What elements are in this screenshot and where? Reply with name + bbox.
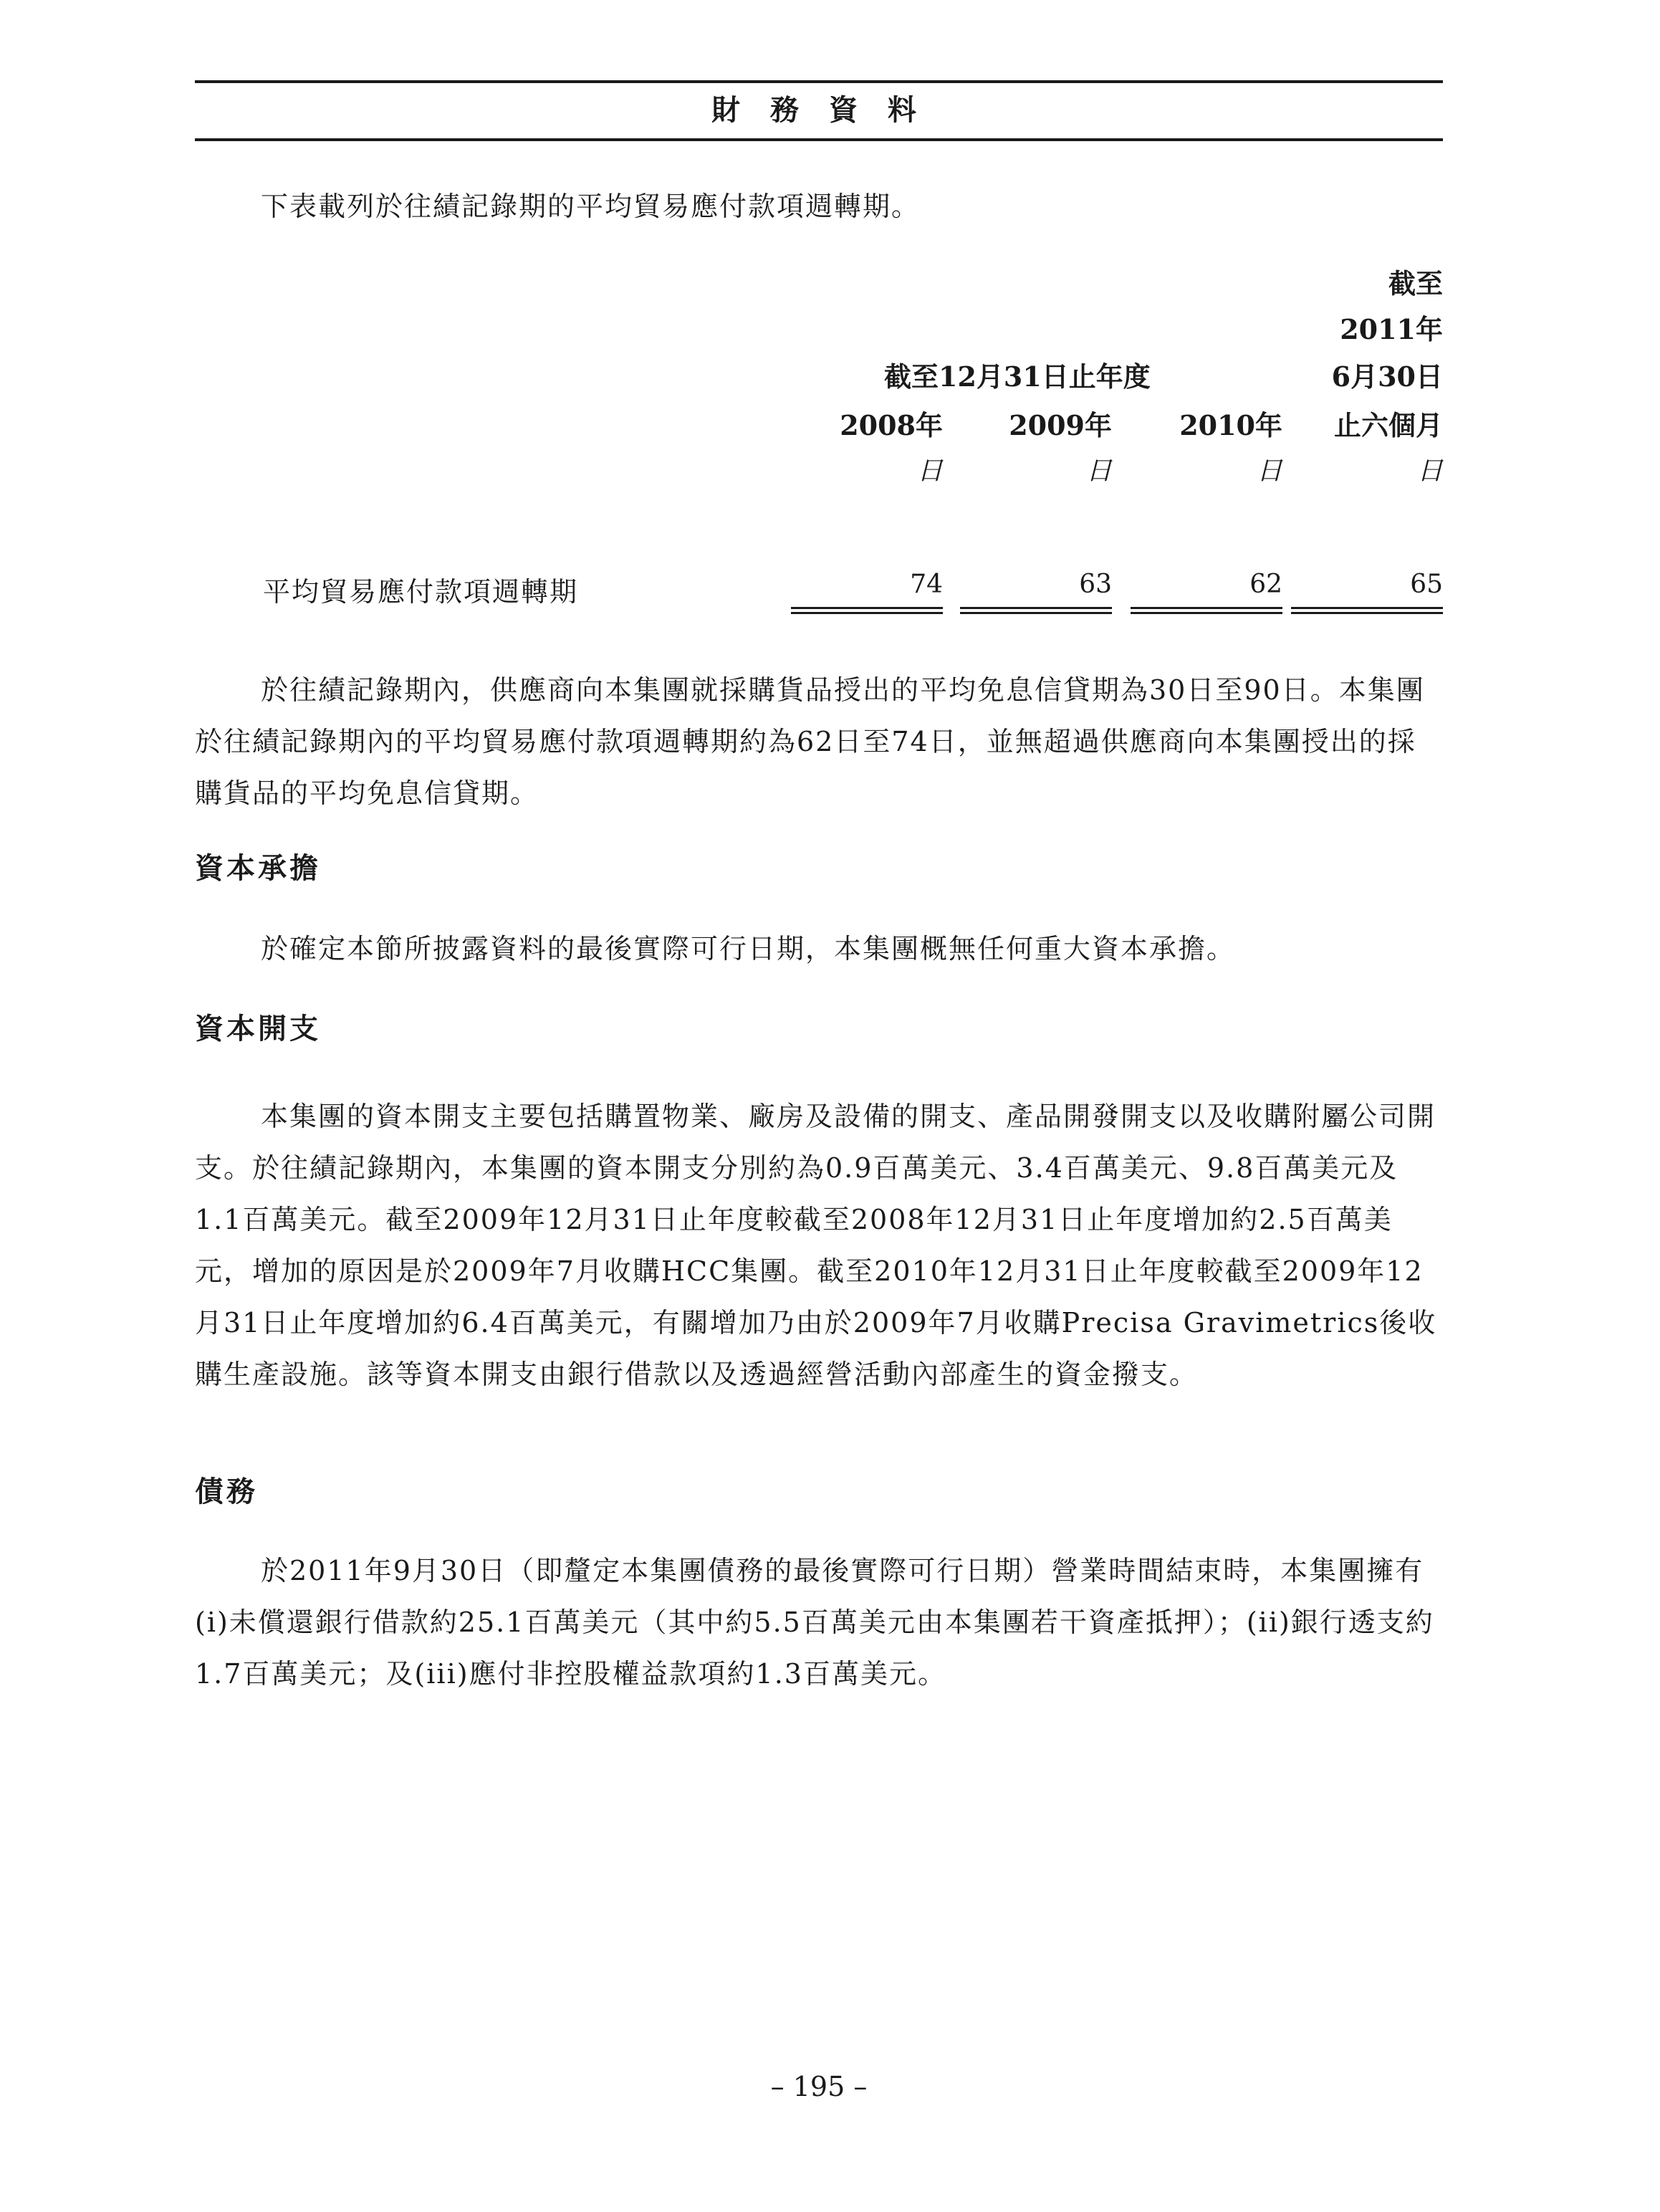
table-header-right-line2: 2011年 (1340, 313, 1443, 345)
table-header-year-group: 截至12月31日止年度 (884, 360, 1151, 393)
capital-expenditure-paragraph: 本集團的資本開支主要包括購置物業、廠房及設備的開支、產品開發開支以及收購附屬公司開支。於往績記錄期內，本集團的資本開支分別約為0.9百萬美元、3.4百萬美元、9.8百萬美元及1.1百萬美元。截至2009年12月31日止年度較截至2008年12月31日止年度增加約2.5百萬美元，增加的原因是於2009年7月收購HCC集團。截至2010年12月31日止年度較截至2009年12月31日止年度增加約6.4百萬美元，有關增加乃由於2009年7月收購Precisa Gravimetrics後收購生產設施。該等資本開支由銀行借款以及透過經營活動內部產生的資金撥支。 (195, 1101, 1437, 1390)
header-top-rule (195, 80, 1443, 83)
table-header-year-2009: 2009年 (1009, 409, 1112, 441)
intro-paragraph: 下表載列於往績記錄期的平均貿易應付款項週轉期。 (261, 191, 921, 222)
header-bottom-rule (195, 138, 1443, 141)
table-header-year-2010: 2010年 (1179, 409, 1282, 441)
table-header-right-line4: 止六個月 (1333, 409, 1443, 441)
table-header-right-line3: 6月30日 (1331, 360, 1443, 393)
table-cell-2009: 63 (1079, 570, 1112, 599)
double-underline-2009 (960, 607, 1112, 614)
table-cell-2008: 74 (910, 570, 943, 599)
page-number: – 195 – (770, 2071, 868, 2102)
page-header-title: 財 務 資 料 (711, 93, 926, 127)
table-cell-2010: 62 (1249, 570, 1282, 599)
indebtedness-paragraph: 於2011年9月30日（即釐定本集團債務的最後實際可行日期）營業時間結束時，本集團擁有(i)未償還銀行借款約25.1百萬美元（其中約5.5百萬美元由本集團若干資產抵押）；(ii)銀行透支約1.7百萬美元；及(iii)應付非控股權益款項約1.3百萬美元。 (195, 1555, 1434, 1690)
table-unit-2008: 日 (916, 456, 943, 486)
heading-capital-commitments: 資本承擔 (195, 851, 321, 885)
table-header-year-2008: 2008年 (840, 409, 943, 441)
table-unit-2010: 日 (1256, 456, 1282, 486)
document-page (195, 0, 1443, 2212)
double-underline-2008 (791, 607, 943, 614)
table-row-label: 平均貿易應付款項週轉期 (263, 576, 579, 608)
double-underline-2010 (1131, 607, 1282, 614)
table-header-right-line1: 截至 (1388, 267, 1443, 300)
table-unit-2009: 日 (1085, 456, 1112, 486)
credit-period-paragraph: 於往績記錄期內，供應商向本集團就採購貨品授出的平均免息信貸期為30日至90日。本集團於往績記錄期內的平均貿易應付款項週轉期約為62日至74日，並無超過供應商向本集團授出的採購貨品的平均免息信貸期。 (195, 674, 1425, 809)
table-unit-2011: 日 (1416, 456, 1443, 486)
double-underline-2011 (1291, 607, 1443, 614)
table-cell-2011: 65 (1410, 570, 1443, 599)
heading-indebtedness: 債務 (195, 1475, 258, 1508)
capital-commitments-paragraph: 於確定本節所披露資料的最後實際可行日期，本集團概無任何重大資本承擔。 (261, 933, 1236, 964)
payables-turnover-table (195, 262, 1443, 620)
heading-capital-expenditure: 資本開支 (195, 1012, 321, 1045)
